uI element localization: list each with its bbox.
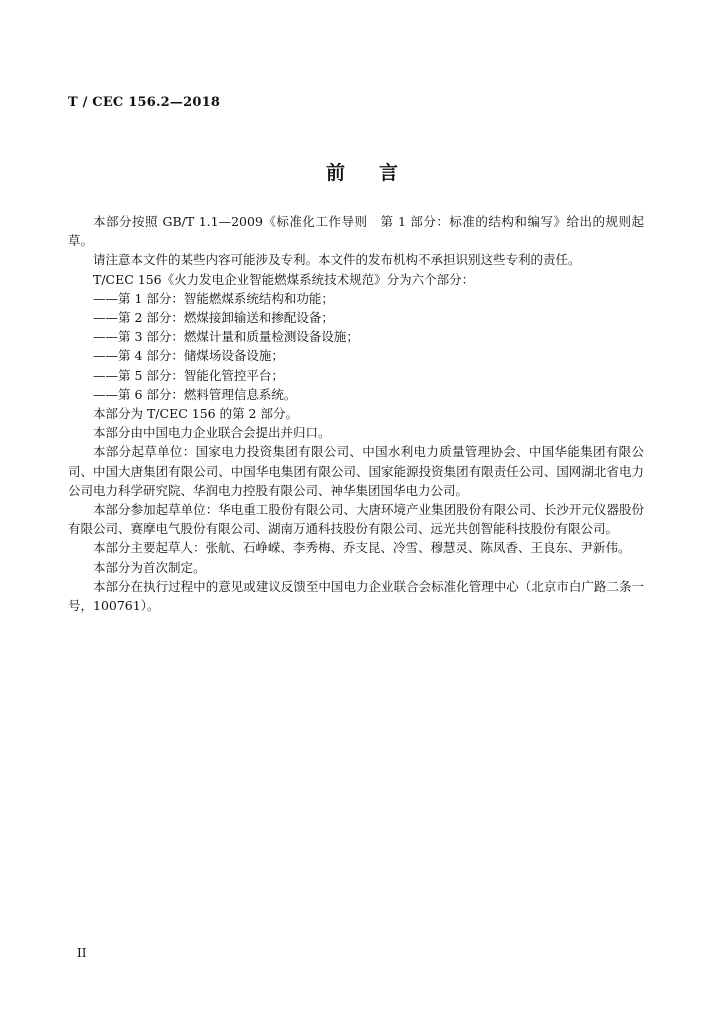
list-item: ——第 5 部分：智能化管控平台； <box>93 367 284 383</box>
paragraph: 本部分为首次制定。 <box>93 559 206 575</box>
paragraph: 请注意本文件的某些内容可能涉及专利。本文件的发布机构不承担识别这些专利的责任。 <box>93 252 581 268</box>
paragraph: 本部分参加起草单位：华电重工股份有限公司、大唐环境产业集团股份有限公司、长沙开元仪器股份有限公司、赛摩电气股份有限公司、湖南万通科技股份有限公司、远光共创智能科技股份有限公司。 <box>68 502 644 537</box>
section-title <box>0 158 724 185</box>
paragraph: 本部分在执行过程中的意见或建议反馈至中国电力企业联合会标准化管理中心（北京市白广路二条一号，100761）。 <box>68 578 644 614</box>
paragraph: T/CEC 156《火力发电企业智能燃煤系统技术规范》分为六个部分： <box>93 271 475 287</box>
section-title-char-1: 前 <box>325 162 345 184</box>
page-number: II <box>77 946 87 960</box>
paragraph: 本部分起草单位：国家电力投资集团有限公司、中国水利电力质量管理协会、中国华能集团有限公司、中国大唐集团有限公司、中国华电集团有限公司、国家能源投资集团有限责任公司、国网湖北省电力公司电力科学研究院、华润电力控股有限公司、神华集团国华电力公司。 <box>68 444 644 498</box>
document-id: T / CEC 156.2—2018 <box>68 95 221 110</box>
paragraph: 本部分由中国电力企业联合会提出并归口。 <box>93 425 331 441</box>
list-item: ——第 2 部分：燃煤接卸输送和掺配设备； <box>93 310 334 326</box>
list-item: ——第 4 部分：储煤场设备设施； <box>93 348 284 364</box>
foreword-body <box>68 212 644 615</box>
list-item: ——第 1 部分：智能燃煤系统结构和功能； <box>93 290 334 306</box>
list-item: ——第 6 部分：燃料管理信息系统。 <box>93 386 297 402</box>
paragraph: 本部分为 T/CEC 156 的第 2 部分。 <box>93 406 298 422</box>
paragraph: 本部分按照 GB/T 1.1—2009《标准化工作导则 第 1 部分：标准的结构和编写》给出的规则起草。 <box>68 214 644 249</box>
list-item: ——第 3 部分：燃煤计量和质量检测设备设施； <box>93 329 359 345</box>
section-title-char-2: 言 <box>379 162 399 184</box>
paragraph: 本部分主要起草人：张航、石峥嵘、李秀梅、乔支昆、冷雪、穆慧灵、陈凤香、王良东、尹新伟。 <box>93 540 631 556</box>
